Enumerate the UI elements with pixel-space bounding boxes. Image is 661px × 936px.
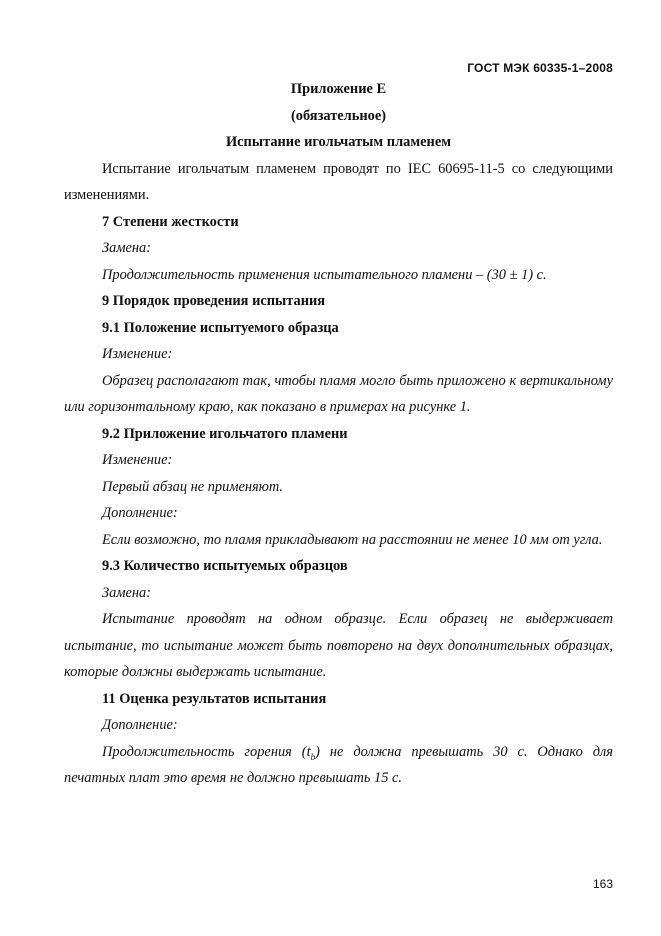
section-9-2-heading: 9.2 Приложение игольчатого пламени [102,425,348,442]
burning-time-subscript: b [310,751,316,762]
section-9-3-label: Замена: [102,584,152,601]
section-11-text-end: ) не должна превышать 30 с. Однако для печатных плат это время не должно превышать 15 с. [64,743,613,786]
page-content [64,76,613,792]
section-11-label: Дополнение: [102,717,178,733]
document-header: ГОСТ МЭК 60335-1–2008 [467,61,613,75]
section-9-heading: 9 Порядок проведения испытания [102,293,326,309]
section-9-1-text: Образец располагают так, чтобы пламя могло быть приложено к вертикальному или горизонтальному краю, как показано в примерах на рисунке 1. [64,372,613,415]
section-9-1-heading: 9.1 Положение испытуемого образца [102,319,339,336]
section-9-1-label: Изменение: [102,346,173,362]
annex-status: (обязательное) [290,107,387,124]
section-7-label: Замена: [102,240,152,256]
section-7-text: Продолжительность применения испытательного пламени – (30 ± 1) с. [102,266,547,283]
section-11-text-start: Продолжительность горения (t [102,743,311,760]
section-9-2-text: Первый абзац не применяют. [102,478,284,495]
annex-subject: Испытание игольчатым пламенем [225,134,452,150]
section-7-heading: 7 Степени жесткости [102,213,239,230]
section-9-2-text-2: Если возможно, то пламя прикладывают на расстоянии не менее 10 мм от угла. [102,531,603,548]
intro-paragraph: Испытание игольчатым пламенем проводят по IEC 60695-11-5 со следующими изменениями. [64,160,613,203]
section-9-2-label: Изменение: [102,452,173,468]
section-9-2-label-2: Дополнение: [102,505,178,521]
annex-title: Приложение Е [290,81,387,97]
section-11-text [64,739,613,792]
section-9-3-heading: 9.3 Количество испытуемых образцов [102,558,348,574]
section-9-3-text: Испытание проводят на одном образце. Если образец не выдерживает испытание, то испытание может быть повторено на двух дополнительных образцах, которые должны выдержать испытание. [64,611,613,680]
page-number: 163 [592,877,613,891]
section-11-heading: 11 Оценка результатов испытания [102,690,327,707]
